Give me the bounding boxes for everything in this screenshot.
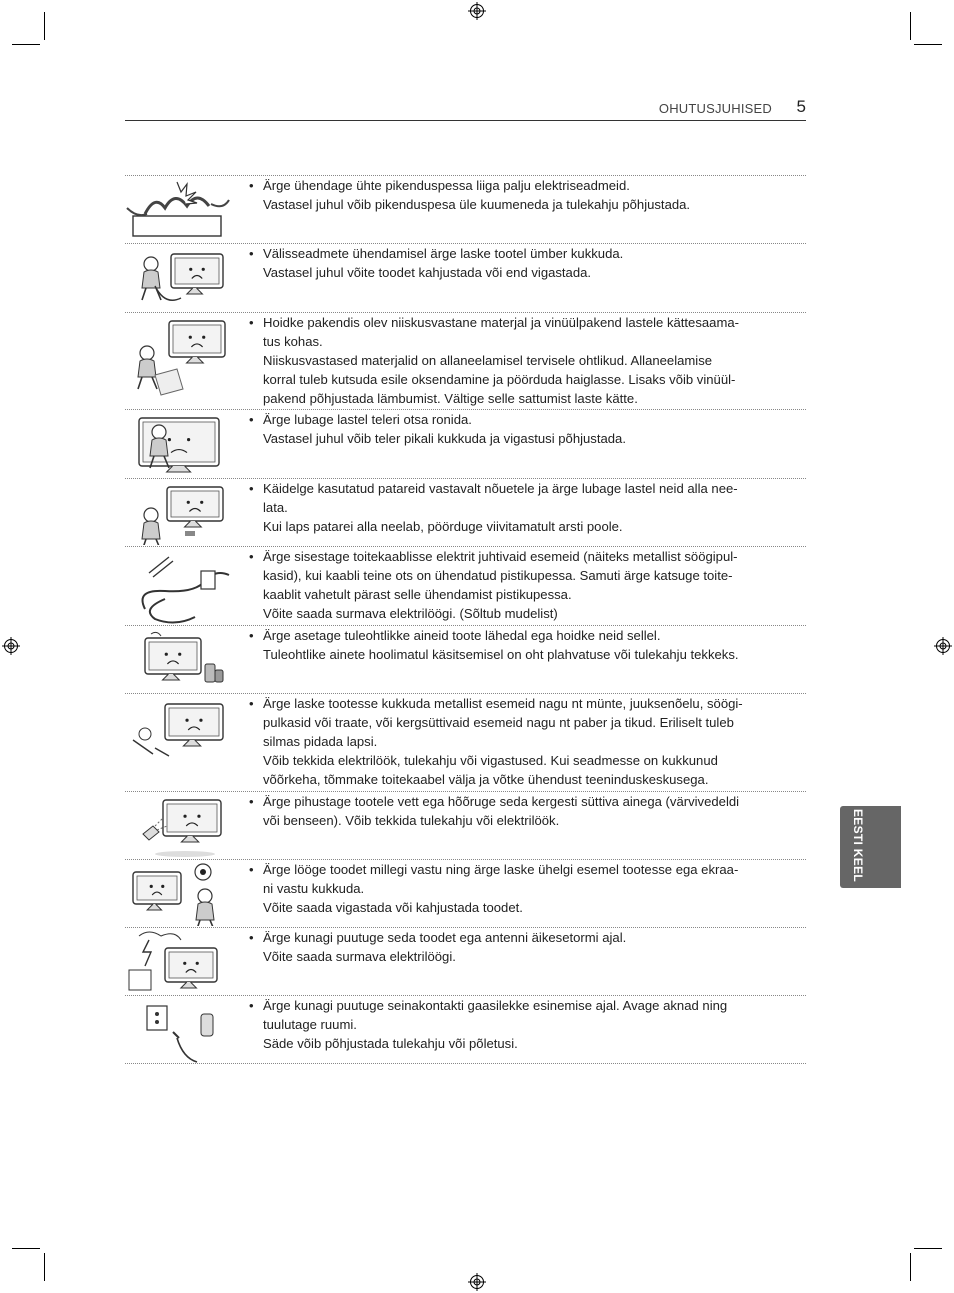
warning-text [249,928,794,966]
registration-mark-icon [2,637,20,655]
warning-text [249,996,794,1053]
warning-line: Käidelge kasutatud patareid vastavalt nõuetele ja ärge lubage lastel neid alla nee- [263,481,738,496]
warning-line: Ärge lubage lastel teleri otsa ronida. [263,412,472,427]
crop-mark [12,44,40,45]
crop-mark [12,1248,40,1249]
warning-line: Kui laps patarei alla neelab, pöörduge viivitamatult arsti poole. [263,519,623,534]
warning-row [125,243,806,312]
warning-row [125,175,806,243]
warning-text [249,626,794,664]
cable-with-metal-object-icon [125,549,233,624]
warning-row [125,312,806,409]
warning-line: silmas pidada lapsi. [263,734,378,749]
crop-mark [44,12,45,40]
ball-hitting-tv-icon [125,862,233,926]
safety-instructions-list [125,175,806,1064]
registration-mark-icon [934,637,952,655]
warning-row [125,927,806,995]
bullet-icon: • [249,412,254,427]
warning-line: Võite saada vigastada või kahjustada toodet. [263,900,523,915]
warning-text [249,694,794,789]
language-tab [840,806,901,888]
warning-text [249,860,794,917]
child-climbing-tv-icon [125,412,233,477]
warning-text [249,176,794,214]
warning-line: Ärge laske tootesse kukkuda metallist esemeid nagu nt münte, juuksenõelu, söögi- [263,696,743,711]
warning-line: Tuleohtlike ainete hoolimatul käsitsemisel on oht plahvatuse või tulekahju tekkeks. [263,647,739,662]
bullet-icon: • [249,998,254,1013]
child-with-packaging-icon [125,315,233,408]
warning-line: Ärge ühendage ühte pikenduspessa liiga palju elektriseadmeid. [263,178,630,193]
warning-row [125,995,806,1064]
bullet-icon: • [249,862,254,877]
page-header [125,96,806,121]
warning-line: Hoidke pakendis olev niiskusvastane materjal ja vinüülpakend lastele kättesaama- [263,315,740,330]
warning-line: pulkasid või traate, või kergsüttivaid esemeid nagu nt paber ja tikud. Eriliselt tuleb [263,715,734,730]
gas-leak-outlet-icon [125,998,233,1063]
spraying-water-on-tv-icon [125,794,233,858]
page-number: 5 [796,97,806,116]
warning-row [125,478,806,546]
warning-line: võõrkeha, tõmmake toitekaabel välja ja võtke ühendust teeninduskeskusega. [263,772,709,787]
crop-mark [44,1253,45,1281]
warning-line: Ärge kunagi puutuge seda toodet ega antenni äikesetormi ajal. [263,930,627,945]
bullet-icon: • [249,246,254,261]
warning-line: Niiskusvastased materjalid on allaneelamisel tervisele ohtlikud. Allaneelamise [263,353,713,368]
warning-line: pakend põhjustada lämbumist. Vältige selle sattumist laste kätte. [263,391,638,406]
registration-mark-icon [468,2,486,20]
warning-line: Välisseadmete ühendamisel ärge laske tootel ümber kukkuda. [263,246,624,261]
bullet-icon: • [249,794,254,809]
warning-text [249,244,794,282]
warning-line: Vastasel juhul võib pikenduspesa üle kuumeneda ja tulekahju põhjustada. [263,197,691,212]
section-title: OHUTUSJUHISED [658,101,772,116]
warning-line: Säde võib põhjustada tulekahju või põletusi. [263,1036,518,1051]
warning-line: Võite saada surmava elektrilöögi. (Sõltub mudelist) [263,606,558,621]
child-swallowing-battery-icon [125,481,233,545]
bullet-icon: • [249,628,254,643]
bullet-icon: • [249,696,254,711]
warning-line: kaablit vahetult pärast selle ühendamist pistikupessa. [263,587,572,602]
warning-line: kasid), kui kaabli teine ots on ühendatud pistikupessa. Samuti ärge katsuge toite- [263,568,733,583]
crop-mark [910,1253,911,1281]
warning-line: Võite saada surmava elektrilöögi. [263,949,456,964]
warning-line: Ärge sisestage toitekaablisse elektrit juhtivaid esemeid (näiteks metallist söögipul- [263,549,738,564]
warning-text [249,313,794,408]
crop-mark [910,12,911,40]
warning-text [249,410,794,448]
warning-line: Ärge lööge toodet millegi vastu ning ärge laske ühelgi esemel tootesse ega ekraa- [263,862,739,877]
warning-line: Võib tekkida elektrilöök, tulekahju või vigastused. Kui seadmesse on kukkunud [263,753,718,768]
warning-line: lata. [263,500,288,515]
warning-line: ni vastu kukkuda. [263,881,365,896]
warning-line: Ärge asetage tuleohtlikke aineid toote lähedal ega hoidke neid sellel. [263,628,661,643]
bullet-icon: • [249,549,254,564]
warning-line: Ärge kunagi puutuge seinakontakti gaasilekke esinemise ajal. Avage aknad ning [263,998,728,1013]
warning-text [249,479,794,536]
warning-text [249,547,794,623]
warning-row [125,409,806,478]
crop-mark [914,44,942,45]
crop-mark [914,1248,942,1249]
overloaded-power-strip-icon [125,178,233,242]
warning-row [125,693,806,791]
warning-line: Vastasel juhul võib teler pikali kukkuda ja vigastusi põhjustada. [263,431,626,446]
warning-line: korral tuleb kutsuda esile oksendamine ja pöörduda haiglasse. Lisaks võib vinüül- [263,372,736,387]
bullet-icon: • [249,930,254,945]
metal-objects-into-tv-icon [125,696,233,790]
warning-line: Ärge pihustage tootele vett ega hõõruge seda kergesti süttiva ainega (värvivedeldi [263,794,740,809]
bullet-icon: • [249,178,254,193]
lightning-storm-icon [125,930,233,994]
warning-row [125,791,806,859]
warning-line: tuulutage ruumi. [263,1017,357,1032]
warning-line: Vastasel juhul võite toodet kahjustada või end vigastada. [263,265,592,280]
warning-row [125,859,806,927]
bullet-icon: • [249,481,254,496]
language-tab-label: EESTI KEEL [851,809,865,883]
child-pulling-cable-icon [125,246,233,311]
warning-line: tus kohas. [263,334,323,349]
registration-mark-icon [468,1273,486,1291]
warning-line: või benseen). Võib tekkida tulekahju või elektrilöök. [263,813,560,828]
warning-row [125,625,806,693]
warning-row [125,546,806,625]
flammable-spray-near-tv-icon [125,628,233,692]
bullet-icon: • [249,315,254,330]
warning-text [249,792,794,830]
